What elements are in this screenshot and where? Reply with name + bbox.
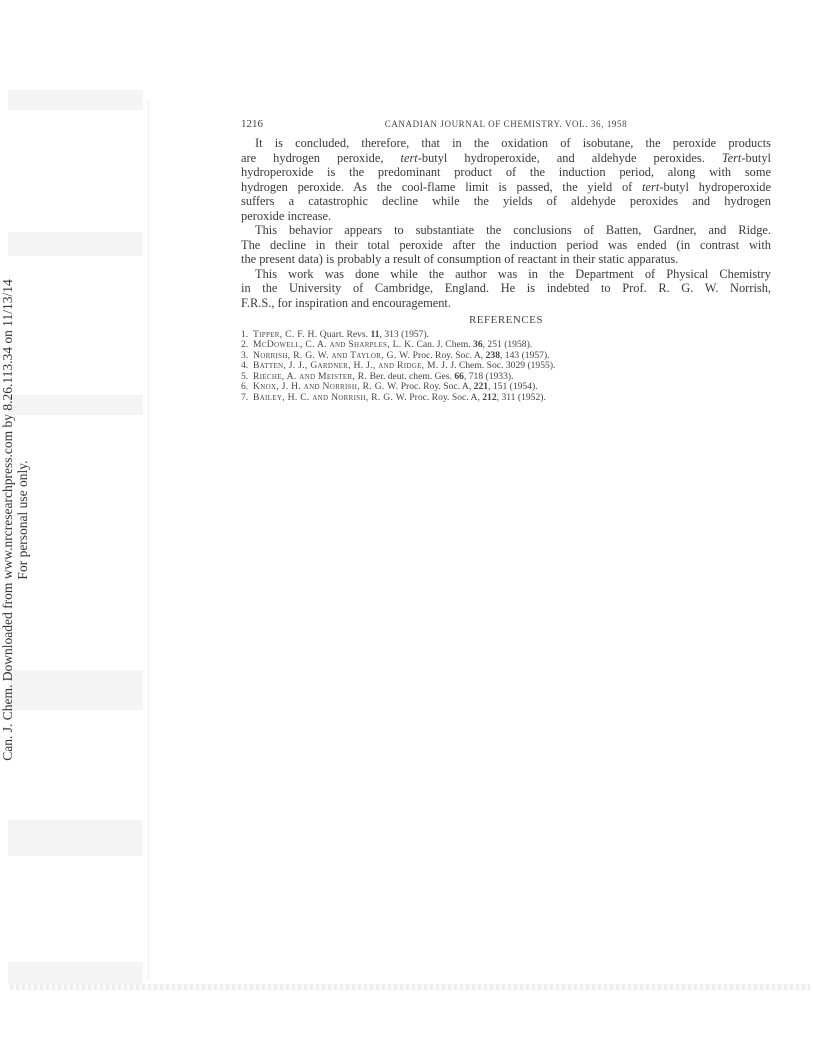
reference-volume: 66	[454, 370, 464, 382]
reference-pages-year: , 251 (1958).	[482, 339, 533, 351]
scan-noise	[8, 962, 143, 984]
reference-journal: Proc. Roy. Soc. A,	[410, 349, 486, 361]
reference-list	[241, 330, 771, 404]
reference-authors: Norrish, R. G. W. and Taylor, G. W.	[253, 349, 411, 361]
paragraph-line: hydrogen peroxide. As the cool-flame limit is passed, the yield of tert-butyl hydroperoxide	[241, 179, 771, 194]
page-number: 1216	[241, 118, 263, 130]
stamp-line-1: Can. J. Chem. Downloaded from www.nrcresearchpress.com by 8.26.113.34 on 11/13/14	[0, 279, 15, 761]
reference-pages-year: 3029 (1955).	[505, 360, 556, 372]
running-head: CANADIAN JOURNAL OF CHEMISTRY. VOL. 36, 1958	[384, 119, 628, 129]
paragraphs	[241, 136, 771, 310]
reference-number: 6.	[241, 381, 249, 393]
body-paragraph	[241, 267, 771, 311]
reference-number: 2.	[241, 339, 249, 351]
reference-number: 3.	[241, 349, 249, 361]
reference-volume: 11	[370, 328, 380, 340]
scan-bottom-edge	[10, 984, 810, 990]
reference-volume: 221	[473, 381, 489, 393]
reference-journal: Ber. deut. chem. Ges.	[367, 370, 455, 382]
reference-journal: Proc. Roy. Soc. A,	[398, 381, 474, 393]
reference-pages-year: , 313 (1957).	[379, 328, 430, 340]
paragraph-line: hydroperoxide is the predominant product of the induction period, along with some	[241, 165, 771, 179]
reference-pages-year: , 311 (1952).	[496, 392, 546, 404]
reference-volume: 36	[473, 339, 483, 351]
scan-noise	[8, 90, 143, 110]
paragraph-line: peroxide increase.	[241, 208, 332, 223]
body-paragraph	[241, 136, 771, 223]
article-body	[241, 136, 771, 404]
reference-number: 4.	[241, 360, 249, 372]
paragraph-line: The decline in their total peroxide after the induction period was ended (in contrast with	[241, 237, 771, 252]
binding-edge	[148, 100, 149, 980]
paragraph-line: in the University of Cambridge, England. He is indebted to Prof. R. G. W. Norrish,	[241, 281, 771, 295]
reference-volume: 212	[482, 392, 497, 404]
reference-journal: J. Chem. Soc.	[448, 360, 506, 372]
reference-number: 1.	[241, 328, 249, 340]
reference-number: 7.	[241, 392, 249, 404]
reference-number: 5.	[241, 370, 249, 382]
scan-noise	[8, 820, 143, 856]
scan-noise	[8, 232, 143, 256]
reference-volume: 238	[485, 349, 500, 361]
reference-pages-year: , 718 (1933).	[463, 370, 514, 382]
reference-item	[241, 393, 771, 404]
paragraph-line: This behavior appears to substantiate the conclusions of Batten, Gardner, and Ridge.	[255, 223, 771, 237]
body-paragraph	[241, 223, 771, 267]
reference-authors: Knox, J. H. and Norrish, R. G. W.	[253, 381, 399, 393]
paragraph-line: It is concluded, therefore, that in the oxidation of isobutane, the peroxide products	[255, 136, 771, 150]
paragraph-line: the present data) is probably a result of consumption of reactant in their static apparatus.	[241, 252, 679, 266]
paragraph-line: suffers a catastrophic decline while the yields of aldehyde peroxides and hydrogen	[241, 194, 771, 208]
reference-authors: Tipper, C. F. H.	[253, 328, 318, 340]
paragraph-line: F.R.S., for inspiration and encouragement.	[241, 295, 451, 310]
reference-authors: McDowell, C. A. and Sharples, L. K.	[253, 339, 415, 351]
reference-pages-year: , 143 (1957).	[500, 349, 550, 361]
reference-authors: Bailey, H. C. and Norrish, R. G. W.	[253, 392, 407, 404]
paragraph-line: are hydrogen peroxide, tert-butyl hydroperoxide, and aldehyde peroxides. Tert-butyl	[241, 150, 771, 165]
reference-pages-year: , 151 (1954).	[488, 381, 538, 393]
download-stamp	[0, 270, 40, 770]
stamp-line-2: For personal use only.	[15, 460, 30, 580]
reference-journal: Quart. Revs.	[317, 328, 371, 340]
reference-journal: Proc. Roy. Soc. A,	[406, 392, 483, 404]
references-heading: REFERENCES	[468, 314, 544, 326]
reference-journal: Can. J. Chem.	[414, 339, 474, 351]
reference-authors: Batten, J. J., Gardner, H. J., and Ridge, M. J.	[253, 360, 449, 372]
page-header	[241, 118, 771, 132]
paragraph-line: This work was done while the author was in the Department of Physical Chemistry	[255, 266, 771, 281]
reference-authors: Rieche, A. and Meister, R.	[253, 370, 368, 382]
